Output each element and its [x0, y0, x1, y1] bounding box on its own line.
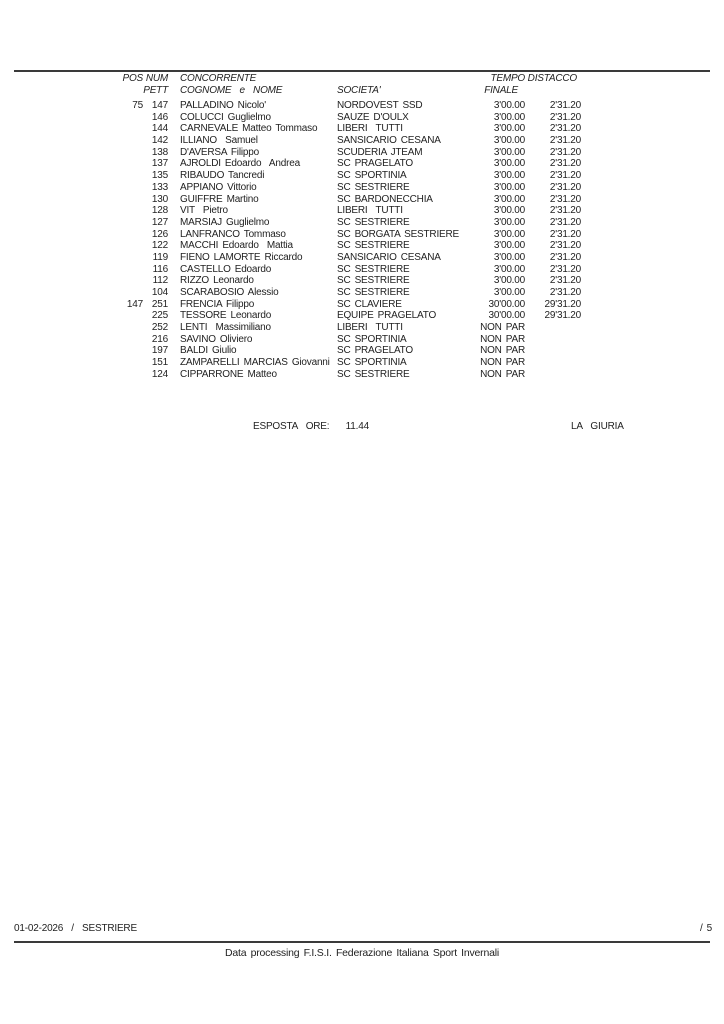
row-competitor: TESSORE Leonardo — [180, 310, 272, 322]
row-club: SC BARDONECCHIA — [337, 193, 433, 205]
row-position — [0, 112, 143, 124]
row-position — [0, 369, 143, 381]
row-competitor: AJROLDI Edoardo Andrea — [180, 158, 300, 170]
row-bib-number: 138 — [151, 146, 168, 158]
row-gap — [525, 369, 581, 381]
row-bib-number: 225 — [151, 310, 168, 322]
row-club: EQUIPE PRAGELATO — [337, 310, 437, 322]
footer-credit: Data processing F.I.S.I. Federazione Italiana Sport Invernali — [224, 947, 500, 959]
table-row — [0, 240, 581, 252]
row-gap: 2'31.20 — [549, 170, 581, 182]
header-row-1 — [0, 73, 581, 85]
row-club: SC SPORTINIA — [337, 170, 407, 182]
row-gap: 2'31.20 — [549, 205, 581, 217]
la-giuria-label: LA GIURIA — [571, 421, 624, 432]
row-competitor: APPIANO Vittorio — [180, 181, 257, 193]
header-num: NUM — [145, 73, 168, 84]
row-gap: 2'31.20 — [549, 158, 581, 170]
table-row — [0, 229, 581, 241]
header-concorrente: CONCORRENTE — [180, 73, 257, 84]
table-row — [0, 170, 581, 182]
row-competitor: SAVINO Oliviero — [180, 333, 253, 345]
row-position: 75 — [132, 100, 143, 111]
row-position — [0, 310, 143, 322]
results-table-header — [0, 73, 581, 96]
header-spacer — [525, 85, 581, 97]
row-final-time: 3'00.00 — [493, 146, 525, 158]
row-final-time: 3'00.00 — [493, 135, 525, 147]
row-competitor: COLUCCI Guglielmo — [180, 111, 271, 123]
row-gap: 29'31.20 — [544, 310, 581, 322]
row-final-time: 3'00.00 — [493, 158, 525, 170]
table-row — [0, 217, 581, 229]
row-bib-number: 122 — [151, 240, 168, 252]
row-bib-number: 252 — [151, 322, 168, 334]
row-bib-number: 146 — [151, 111, 168, 123]
row-position — [0, 123, 143, 135]
row-competitor: SCARABOSIO Alessio — [180, 287, 279, 298]
row-position — [0, 182, 143, 194]
table-row — [0, 310, 581, 322]
row-gap: 2'31.20 — [549, 263, 581, 275]
row-bib-number: 133 — [151, 181, 168, 193]
table-row — [0, 322, 581, 334]
table-row — [0, 264, 581, 276]
row-competitor: CIPPARRONE Matteo — [180, 368, 277, 380]
footer-date-location: 01-02-2026 / SESTRIERE — [14, 923, 137, 934]
row-club: LIBERI TUTTI — [337, 123, 403, 135]
row-gap — [525, 345, 581, 357]
row-final-time: 3'00.00 — [493, 251, 525, 263]
row-position — [0, 217, 143, 229]
row-gap: 29'31.20 — [544, 298, 581, 310]
row-final-time: 3'00.00 — [493, 170, 525, 182]
row-bib-number: 124 — [151, 368, 168, 380]
row-bib-number: 135 — [151, 170, 168, 182]
row-final-time: 30'00.00 — [488, 310, 525, 322]
row-club: SC PRAGELATO — [337, 158, 413, 170]
table-row — [0, 194, 581, 206]
esposta-ore-label: ESPOSTA ORE: 11.44 — [253, 421, 369, 432]
row-position — [0, 147, 143, 159]
table-row — [0, 345, 581, 357]
row-club: SC SPORTINIA — [337, 333, 407, 345]
row-club: SANSICARIO CESANA — [337, 251, 441, 263]
row-competitor: LANFRANCO Tommaso — [180, 228, 286, 240]
row-position — [0, 170, 143, 182]
row-club: SC SESTRIERE — [337, 181, 410, 193]
header-pos: POS — [122, 73, 143, 84]
row-gap: 2'31.20 — [549, 275, 581, 287]
row-gap — [525, 322, 581, 334]
row-final-time: 3'00.00 — [493, 181, 525, 193]
row-competitor: MARSIAJ Guglielmo — [180, 216, 270, 228]
row-club: SAUZE D'OULX — [337, 111, 409, 123]
header-tempo: TEMPO — [490, 73, 525, 84]
row-final-time: 3'00.00 — [493, 240, 525, 252]
row-bib-number: 130 — [151, 193, 168, 205]
row-competitor: RIZZO Leonardo — [180, 275, 254, 287]
row-competitor: MACCHI Edoardo Mattia — [180, 240, 293, 252]
row-position — [0, 252, 143, 264]
row-final-time: 30'00.00 — [488, 298, 525, 310]
row-gap: 2'31.20 — [549, 240, 581, 252]
row-competitor: RIBAUDO Tancredi — [180, 170, 265, 182]
row-position — [0, 264, 143, 276]
row-competitor: ZAMPARELLI MARCIAS Giovanni — [180, 357, 330, 369]
row-bib-number: 137 — [151, 158, 168, 170]
row-gap: 2'31.20 — [549, 123, 581, 135]
row-bib-number: 104 — [151, 287, 168, 298]
row-position — [0, 158, 143, 170]
row-competitor: LENTI Massimiliano — [180, 322, 271, 334]
row-club: SC SPORTINIA — [337, 357, 407, 369]
row-position — [0, 357, 143, 369]
row-club: SC SESTRIERE — [337, 368, 410, 380]
footer-page-number: / 5 — [699, 923, 712, 934]
row-club: LIBERI TUTTI — [337, 322, 403, 334]
header-pett: PETT — [143, 84, 168, 96]
header-finale: FINALE — [484, 84, 518, 96]
row-final-time: 3'00.00 — [493, 228, 525, 240]
row-club: SC BORGATA SESTRIERE — [337, 228, 459, 240]
row-bib-number: 112 — [152, 275, 168, 287]
row-bib-number: 126 — [151, 228, 168, 240]
row-bib-number: 116 — [152, 263, 168, 275]
row-gap: 2'31.20 — [549, 216, 581, 228]
table-row — [0, 287, 581, 299]
row-final-time: 3'00.00 — [493, 193, 525, 205]
row-bib-number: 127 — [151, 216, 168, 228]
row-gap: 2'31.20 — [549, 111, 581, 123]
row-competitor: CARNEVALE Matteo Tommaso — [180, 123, 318, 135]
table-row — [0, 357, 581, 369]
row-gap: 2'31.20 — [549, 193, 581, 205]
row-club: SC SESTRIERE — [337, 216, 410, 228]
row-final-time: NON PAR — [480, 345, 525, 357]
row-competitor: FRENCIA Filippo — [180, 298, 255, 310]
row-final-time: 3'00.00 — [493, 275, 525, 287]
table-row — [0, 334, 581, 346]
row-club: SC PRAGELATO — [337, 345, 413, 357]
header-divider — [14, 70, 710, 72]
header-row-2 — [0, 85, 581, 97]
row-final-time: 3'00.00 — [493, 111, 525, 123]
table-row — [0, 135, 581, 147]
row-position — [0, 205, 143, 217]
row-position — [0, 194, 143, 206]
row-position — [0, 135, 143, 147]
row-position — [0, 334, 143, 346]
row-gap: 2'31.20 — [549, 135, 581, 147]
row-gap — [525, 357, 581, 369]
row-final-time: 3'00.00 — [493, 205, 525, 217]
row-final-time: NON PAR — [480, 357, 525, 369]
header-spacer — [0, 85, 143, 97]
table-row — [0, 205, 581, 217]
row-bib-number: 251 — [151, 298, 168, 310]
row-competitor: BALDI Giulio — [180, 345, 237, 357]
row-final-time: 3'00.00 — [493, 287, 525, 298]
table-row — [0, 275, 581, 287]
row-club: SC SESTRIERE — [337, 275, 410, 287]
table-row — [0, 252, 581, 264]
row-bib-number: 119 — [152, 251, 168, 263]
table-row — [0, 299, 581, 311]
row-competitor: ILLIANO Samuel — [180, 135, 258, 147]
row-final-time: 3'00.00 — [493, 216, 525, 228]
row-gap: 2'31.20 — [549, 146, 581, 158]
row-competitor: FIENO LAMORTE Riccardo — [180, 251, 303, 263]
row-bib-number: 216 — [151, 333, 168, 345]
row-competitor: PALLADINO Nicolo' — [180, 100, 266, 111]
row-gap: 2'31.20 — [549, 251, 581, 263]
row-gap: 2'31.20 — [549, 181, 581, 193]
row-club: SC SESTRIERE — [337, 287, 410, 298]
row-bib-number: 128 — [151, 205, 168, 217]
row-position — [0, 229, 143, 241]
row-bib-number: 147 — [151, 100, 168, 111]
header-distacco: DISTACCO — [527, 73, 577, 84]
row-club: SCUDERIA JTEAM — [337, 146, 423, 158]
row-gap: 2'31.20 — [549, 100, 581, 111]
row-position — [0, 240, 143, 252]
table-row — [0, 100, 581, 112]
row-final-time: NON PAR — [480, 322, 525, 334]
row-bib-number: 197 — [151, 345, 168, 357]
row-bib-number: 144 — [151, 123, 168, 135]
row-club: SC SESTRIERE — [337, 263, 410, 275]
row-club: NORDOVEST SSD — [337, 100, 423, 111]
row-bib-number: 151 — [151, 357, 168, 369]
row-bib-number: 142 — [151, 135, 168, 147]
row-final-time: NON PAR — [480, 368, 525, 380]
row-competitor: GUIFFRE Martino — [180, 193, 259, 205]
row-competitor: D'AVERSA Filippo — [180, 146, 259, 158]
header-cognome-nome: COGNOME e NOME — [180, 84, 283, 96]
row-final-time: 3'00.00 — [493, 123, 525, 135]
footer-divider — [14, 941, 710, 943]
row-club: SC CLAVIERE — [337, 298, 402, 310]
row-competitor: VIT Pietro — [180, 205, 228, 217]
header-societa: SOCIETA' — [337, 84, 381, 96]
row-position — [0, 322, 143, 334]
row-gap: 2'31.20 — [549, 287, 581, 298]
row-club: SANSICARIO CESANA — [337, 135, 441, 147]
row-final-time: NON PAR — [480, 333, 525, 345]
row-club: LIBERI TUTTI — [337, 205, 403, 217]
table-row — [0, 369, 581, 381]
row-position — [0, 345, 143, 357]
row-gap — [525, 334, 581, 346]
row-position — [0, 275, 143, 287]
row-position: 147 — [126, 298, 143, 310]
row-final-time: 3'00.00 — [493, 263, 525, 275]
row-competitor: CASTELLO Edoardo — [180, 263, 272, 275]
table-row — [0, 123, 581, 135]
table-row — [0, 158, 581, 170]
header-spacer — [337, 73, 460, 85]
table-row — [0, 112, 581, 124]
table-row — [0, 147, 581, 159]
table-row — [0, 182, 581, 194]
row-club: SC SESTRIERE — [337, 240, 410, 252]
row-final-time: 3'00.00 — [493, 100, 525, 111]
row-position — [0, 287, 143, 299]
row-gap: 2'31.20 — [549, 228, 581, 240]
results-table-body — [0, 100, 581, 381]
